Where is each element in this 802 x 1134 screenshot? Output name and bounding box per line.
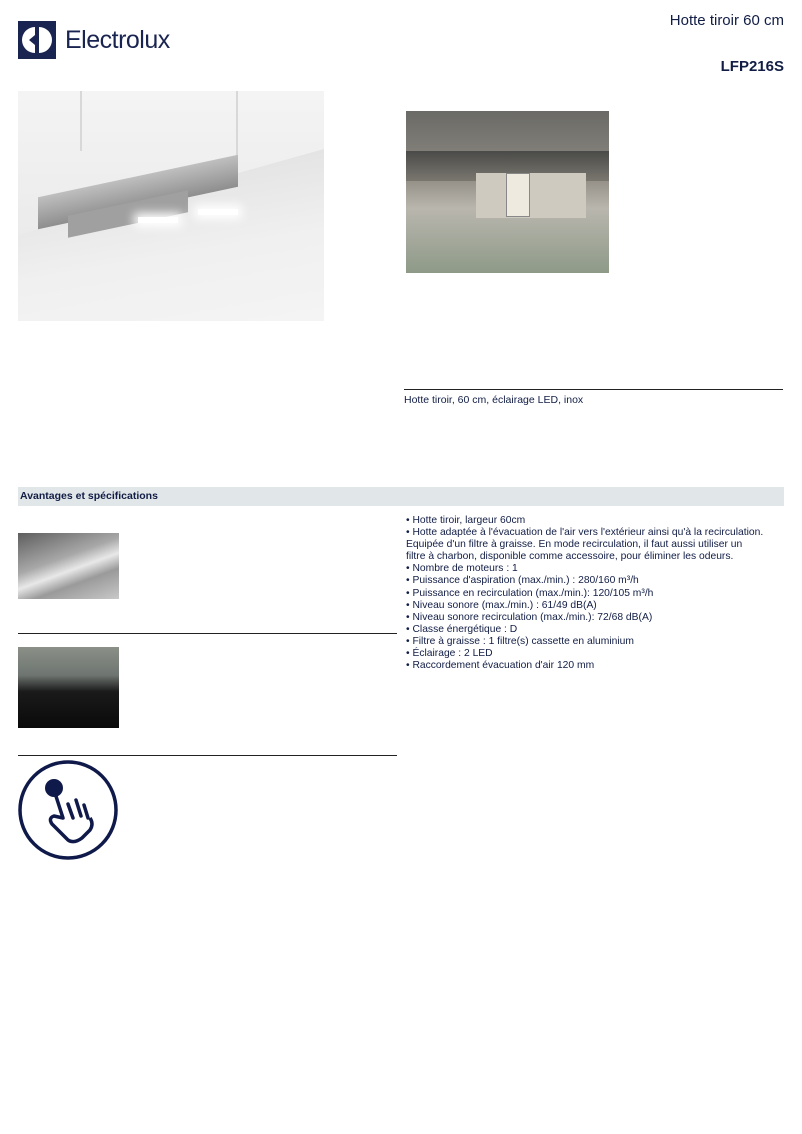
kitchen-scene-image bbox=[18, 647, 119, 728]
brand-logo bbox=[18, 21, 170, 59]
spec-item: • Éclairage : 2 LED bbox=[406, 648, 493, 660]
spec-item: filtre à charbon, disponible comme accessoire, pour éliminer les odeurs. bbox=[406, 551, 734, 563]
divider bbox=[18, 755, 397, 756]
electrolux-logo-icon bbox=[18, 21, 56, 59]
product-caption: Hotte tiroir, 60 cm, éclairage LED, inox bbox=[404, 394, 584, 406]
document-title: Hotte tiroir 60 cm bbox=[669, 12, 784, 29]
spec-item: • Puissance en recirculation (max./min.): 120/105 m³/h bbox=[406, 587, 654, 599]
divider bbox=[18, 633, 397, 634]
spec-item: • Nombre de moteurs : 1 bbox=[406, 563, 518, 575]
spec-item: • Classe énergétique : D bbox=[406, 623, 518, 635]
spec-item: • Niveau sonore recirculation (max./min.): 72/68 dB(A) bbox=[406, 611, 653, 623]
filter-detail-image bbox=[18, 533, 119, 599]
model-number: LFP216S bbox=[720, 58, 784, 75]
spec-item: Equipée d'un filtre à graisse. En mode recirculation, il faut aussi utiliser un bbox=[406, 539, 743, 551]
spec-item: • Puissance d'aspiration (max./min.) : 280/160 m³/h bbox=[406, 575, 639, 587]
spec-item: • Hotte tiroir, largeur 60cm bbox=[406, 515, 526, 526]
divider bbox=[404, 389, 783, 390]
spec-item: • Hotte adaptée à l'évacuation de l'air vers l'extérieur ainsi qu'à la recirculation. bbox=[406, 527, 764, 539]
product-hero-image bbox=[18, 91, 324, 321]
spec-item: • Filtre à graisse : 1 filtre(s) cassette en aluminium bbox=[406, 635, 634, 647]
brand-name: Electrolux bbox=[65, 25, 170, 54]
touch-control-icon bbox=[18, 760, 119, 861]
control-panel-image bbox=[406, 111, 609, 273]
section-title: Avantages et spécifications bbox=[20, 490, 158, 502]
spec-item: • Niveau sonore (max./min.) : 61/49 dB(A) bbox=[406, 599, 597, 611]
spec-item: • Raccordement évacuation d'air 120 mm bbox=[406, 660, 595, 672]
specifications-list bbox=[406, 515, 796, 672]
